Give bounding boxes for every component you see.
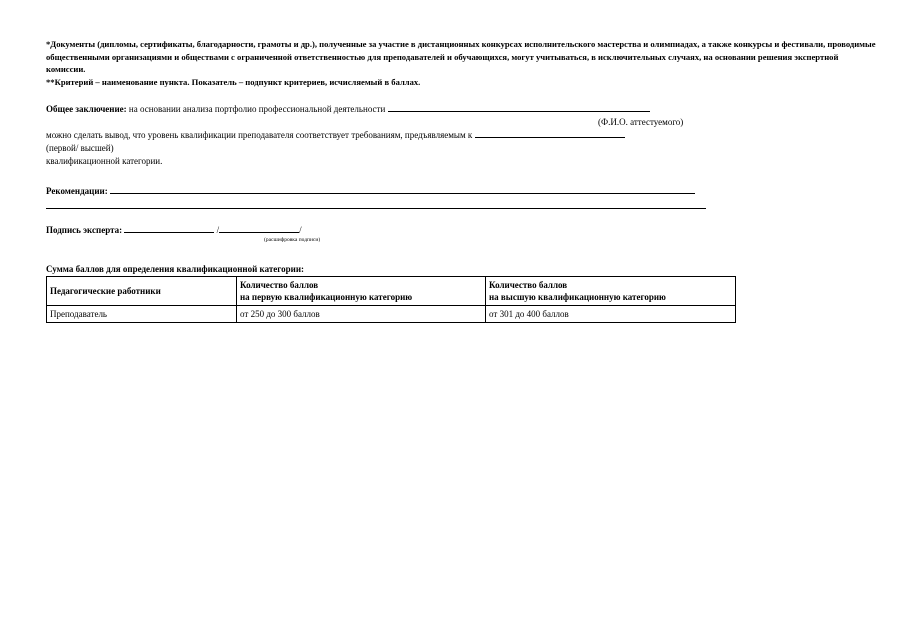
header-first-category (237, 277, 486, 306)
conclusion-text-2-line (46, 128, 876, 142)
recommendations-blank-line-2[interactable] (46, 198, 706, 209)
scores-title: Сумма баллов для определения квалификационной категории: (46, 264, 305, 274)
recommendations-label: Рекомендации: (46, 186, 108, 196)
category-blank-line[interactable] (475, 128, 625, 138)
signature-decoding-blank-line[interactable] (216, 223, 299, 235)
signature-slash-1: / (216, 225, 220, 235)
header-pedagogical-workers: Педагогические работники (47, 277, 237, 306)
document-page (46, 38, 876, 323)
conclusion-label: Общее заключение: (46, 104, 127, 114)
recommendations-line (46, 184, 876, 198)
table-row (47, 306, 736, 323)
cell-role: Преподаватель (47, 306, 237, 323)
header-highest-category (486, 277, 736, 306)
fio-blank-line[interactable] (388, 102, 650, 112)
cell-highest-category-points: от 301 до 400 баллов (486, 306, 736, 323)
signature-caption: (расшифровка подписи) (264, 237, 321, 243)
fio-caption: (Ф.И.О. аттестуемого) (598, 117, 684, 127)
category-options: (первой/ высшей) (46, 143, 114, 153)
conclusion-text-1: на основании анализа портфолио профессиональной деятельности (128, 104, 386, 114)
footnote-documents: *Документы (дипломы, сертификаты, благодарности, грамоты и др.), полученные за участие в дистанционных конкурсах исполнительского мастерства и олимпиадах, а также конкурсы и фестивали, проводимые общественными организациями и обществами с ограниченной ответственностью для преподавателей и обучающихся, могут учитываться, в исключительных случаях, на основании решения экспертной комиссии. (46, 39, 876, 74)
recommendations-blank-line-1[interactable] (110, 184, 695, 194)
header-highest-category-line-2: на высшую квалификационную категорию (489, 292, 666, 302)
signature-slash-2: / (299, 225, 302, 235)
signature-line (46, 223, 876, 237)
conclusion-text-2: можно сделать вывод, что уровень квалификации преподавателя соответствует требованиям, предъявляемым к (46, 130, 473, 140)
header-highest-category-line-1: Количество баллов (489, 280, 568, 290)
footnote-criteria: **Критерий – наименование пункта. Показатель – подпункт критериев, исчисляемый в баллах. (46, 76, 421, 87)
conclusion-text-3: квалификационной категории. (46, 156, 163, 166)
scores-table (46, 276, 736, 323)
conclusion-line (46, 102, 876, 116)
scores-header-row (47, 277, 736, 306)
cell-first-category-points: от 250 до 300 баллов (237, 306, 486, 323)
header-first-category-line-1: Количество баллов (240, 280, 319, 290)
signature-blank-line[interactable] (124, 223, 214, 233)
header-first-category-line-2: на первую квалификационную категорию (240, 292, 413, 302)
signature-label: Подпись эксперта: (46, 225, 123, 235)
